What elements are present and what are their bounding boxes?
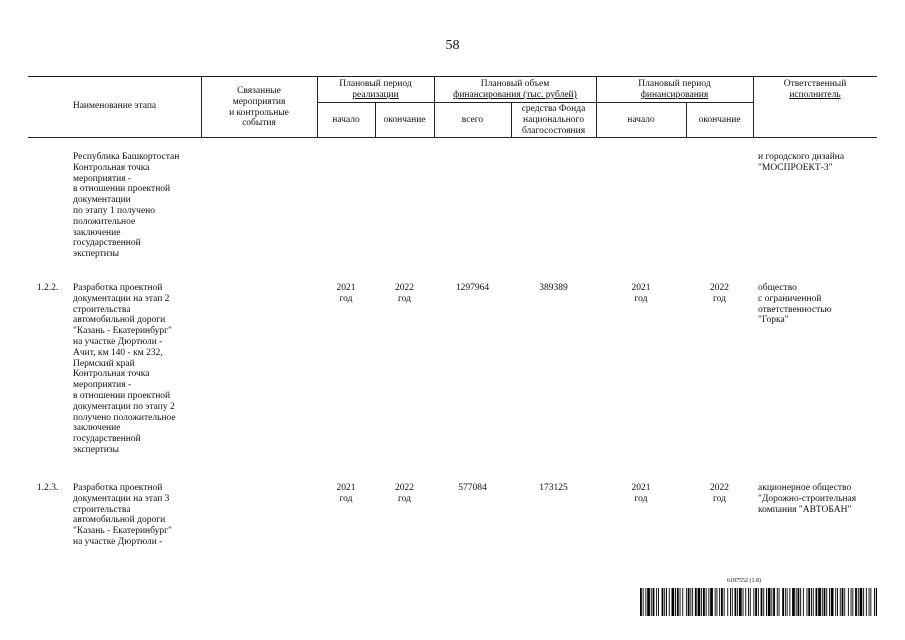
page-number: 58 xyxy=(445,38,460,53)
stage-name-cell: Разработка проектной документации на этап 3 строительства автомобильной дороги "Казань - Екатеринбург" на участке Дюртюли - xyxy=(73,483,172,547)
fin-start-cell: 2021 год xyxy=(631,483,651,504)
impl-start-cell: 2021 год xyxy=(336,283,356,304)
header-fin-period: Плановый период финансирования xyxy=(638,79,711,100)
fin-end-cell: 2022 год xyxy=(710,483,729,504)
executor-cell: и городского дизайна "МОСПРОЕКТ-3" xyxy=(758,152,845,173)
fin-start-cell: 2021 год xyxy=(631,283,651,304)
header-stage-name: Наименование этапа xyxy=(72,101,157,111)
stage-name-cell: Разработка проектной документации на этап 2 строительства автомобильной дороги "Казань - Екатеринбург" на участке Дюртюли - Ачит, км 140 - км 232, Пермский край Контрольная точка мероприятия - в отношении проектной документации по этапу 2 получено положительное заключение государственной экспертизы xyxy=(73,283,176,455)
header-fund: средства Фонда национального благосостояния xyxy=(521,104,586,136)
header-fin-volume: Плановый объем финансирования (тыс. рублей) xyxy=(453,79,577,100)
header-impl-start: начало xyxy=(332,115,360,125)
fin-end-cell: 2022 год xyxy=(710,283,729,304)
header-fin-start: начало xyxy=(627,115,655,125)
impl-end-cell: 2022 год xyxy=(395,483,414,504)
fund-cell: 389389 xyxy=(539,283,568,293)
row-number: 1.2.2. xyxy=(37,283,59,293)
total-cell: 577084 xyxy=(458,483,487,493)
barcode-image xyxy=(640,588,877,616)
total-cell: 1297964 xyxy=(455,283,490,293)
row-number: 1.2.3. xyxy=(37,483,59,493)
header-top-rule xyxy=(28,76,877,77)
header-fin-end: окончание xyxy=(698,115,741,125)
header-bottom-rule xyxy=(28,137,877,138)
barcode-number: 6187552 (1.8) xyxy=(727,578,761,584)
executor-cell: акционерное общество "Дорожно-строительная компания "АВТОБАН" xyxy=(758,483,857,515)
header-impl-period: Плановый период реализации xyxy=(339,79,412,100)
header-related-events: Связанные мероприятия и контрольные события xyxy=(229,86,289,129)
fund-cell: 173125 xyxy=(539,483,568,493)
impl-start-cell: 2021 год xyxy=(336,483,356,504)
header-impl-end: окончание xyxy=(383,115,426,125)
header-mid-rule xyxy=(317,102,753,103)
impl-end-cell: 2022 год xyxy=(395,283,414,304)
executor-cell: общество с ограниченной ответственностью "Горка" xyxy=(758,283,832,326)
header-executor: Ответственный исполнитель xyxy=(783,79,847,100)
header-total: всего xyxy=(461,115,484,125)
stage-name-cell: Республика Башкортостан Контрольная точка мероприятия - в отношении проектной документации по этапу 1 получено положительное заключение государственной экспертизы xyxy=(73,152,180,260)
